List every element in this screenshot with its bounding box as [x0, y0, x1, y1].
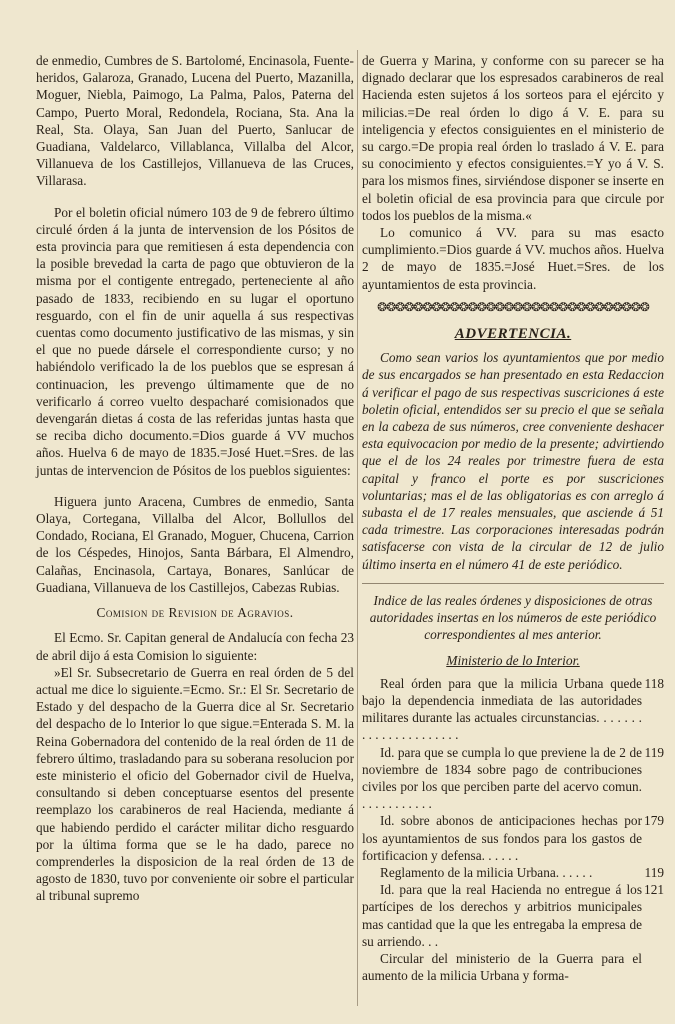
- advertencia-text: Como sean varios los ayuntamientos que por medio de sus encargados se han presentado en esta Redaccion á verificar el pago de sus respectivas suscriciones á este boletin oficial, entendidos ser su precio el que se señala en la cabeza de sus números, cree conveniente deshacer esta equivocacion por medio de la presente; advirtiendo que el de los 24 reales por trimestre fuera de esta capital y franco el porte es por suscriciones voluntarias; mas el de las obligatorias es con arreglo á subasta el de 17 reales mensuales, que asciende á 51 cada trimestre. Las corporaciones interesadas podrán satisfacerse con vista de la circular de 12 de julio último inserta en el número 41 de este periódico.: [362, 350, 664, 572]
- royal-order-continued: de Guerra y Marina, y conforme con su parecer se ha dignado declarar que los espresados carabineros de real Hacienda esten sujetos á los sorteos para el ejército y milicias.=De real órden lo digo á V. E. para su inteligencia y efectos consiguientes en el ministerio de su cargo.=De propia real órden lo traslado á V. E. para su conocimiento y efectos consiguientes.=Y yo á V. S. para los mismos fines, sirviéndose disponer se inserte en el boletin oficial de esa provincia para que circule por todos los pueblos de la misma.«: [362, 53, 664, 223]
- ministry-heading: Ministerio de lo Interior.: [446, 652, 580, 668]
- index-entry-page: 121: [644, 882, 664, 898]
- advertencia-title: ADVERTENCIA.: [454, 326, 572, 343]
- captain-general-intro: El Ecmo. Sr. Capitan general de Andalucía con fecha 23 de abril dijo á esta Comision lo siguiente:: [36, 630, 354, 663]
- index-entry-text: Id. sobre abonos de anticipaciones hechas por los ayuntamientos de sus fondos para los gastos de fortificacion y defensa. . . . . .: [362, 813, 642, 863]
- index-entry-text: Circular del ministerio de la Guerra para el aumento de la milicia Urbana y forma-: [362, 950, 642, 984]
- index-entry-text: Real órden para que la milicia Urbana quede bajo la dependencia inmediata de las autoridades militares durante las actuales circunstancias. . . . . . . . . . . . . . . . . . . . . .: [362, 675, 642, 743]
- closing-note: Lo comunico á VV. para su mas esacto cumplimiento.=Dios guarde á VV. muchos años. Huelva 2 de mayo de 1835.=José Huet.=Sres. de los ayuntamientos de esta provincia.: [362, 225, 664, 292]
- index-title: Indice de las reales órdenes y disposiciones de otras autoridades insertas en los números de este periódico correspondientes al mes anterior.: [369, 592, 657, 643]
- positos-town-list: Higuera junto Aracena, Cumbres de enmedio, Santa Olaya, Cortegana, Villalba del Alcor, Bollullos del Condado, Rociana, El Granado, Moguer, Chucena, Carrion de los Céspedes, Hinojos, Santa Bárbara, El Almendro, Calañas, Encinasola, Cartaya, Bonares, Sanlúcar de Guadiana, Villanueva de los Castillejos, Cabezas Rubias.: [36, 493, 354, 595]
- index-entry-page: 119: [644, 744, 664, 760]
- index-entry: [362, 675, 664, 744]
- index-entry-text: Reglamento de la milicia Urbana. . . . . .: [380, 864, 593, 880]
- positos-circular: Por el boletin oficial número 103 de 9 de febrero último circulé órden á la junta de intervension de los Pósitos de esta provincia para que remitiesen á esta dependencia con la posible brevedad la carta de pago que obtuvieron de la misma por el contigente entregado, perteneciente al año pasado de 1833, recibiendo en su lugar el oportuno resguardo, con el fin de unir aquella á sus respectivas cuentas como documento justificativo de las mismas, y sin el que no puede dársele el correspondiente curso; y no habiéndolo verificado la de los pueblos que se espresan á continuacion, les prevengo últimamente que de no verificarlo á correo vuelto despacharé comisionados que devengarán dietas á costa de las referidas juntas hasta que se reciba dicho documento.=Dios guarde á VV muchos años. Huelva 6 de mayo de 1835.=José Huet.=Sres. de las juntas de intervencion de Pósitos de los pueblos siguientes:: [36, 204, 354, 478]
- left-column: [36, 52, 354, 905]
- section-rule: [362, 583, 664, 584]
- town-list-continued: de enmedio, Cumbres de S. Bartolomé, Encinasola, Fuente-heridos, Galaroza, Granado, Lucena del Puerto, Mazanilla, Moguer, Niebla, Paimogo, La Palma, Palos, Paterna del Campo, Puerto Moral, Redondela, Rociana, Sta. Ana la Real, Sta. Olaya, San Juan del Puerto, Sanlucar de Guadiana, Valdelarco, Villablanca, Villalba del Alcor, Villanueva de los Castillejos, Villanueva de las Cruces, Villarasa.: [36, 53, 354, 189]
- index-entry-text: Id. para que la real Hacienda no entregue á los partícipes de los derechos y arbitrios municipales mas cantidad que la que les entregaba la empresa de su arriendo. . .: [362, 882, 642, 949]
- section-heading-agravios: Comision de Revision de Agravios.: [96, 605, 294, 621]
- index-entry-text: Id. para que se cumpla lo que previene la de 2 de noviembre de 1834 sobre pago de contribuciones civiles por los que perciben parte del acervo comun. . . . . . . . . . . .: [362, 744, 642, 812]
- index-entry: [362, 812, 664, 864]
- index-entry: [362, 950, 664, 984]
- index-entry-page: 118: [644, 675, 664, 691]
- index-entry: [362, 744, 664, 813]
- ornament-divider: ❂❂❂❂❂❂❂❂❂❂❂❂❂❂❂❂❂❂❂❂❂❂❂❂❂❂❂❂❂❂: [377, 299, 649, 314]
- column-divider: [357, 50, 358, 1006]
- royal-order-text: »El Sr. Subsecretario de Guerra en real órden de 5 del actual me dice lo siguiente.=Ecmo. Sr.: El Sr. Secretario de Estado y del despacho de la Guerra dice al Sr. Secretario del despacho de lo Interior lo que sigue.=Enterada S. M. la Reina Gobernadora del contenido de la real órden de 11 de febrero último, trasladando para su soberana resolucion por este ministerio el oficio del Gobernador civil de Huelva, consultando si deben conceptuarse esentos del presente reemplazo los carabineros de real Hacienda, mediante á que habiendo perdido el carácter militar dicho resguardo por la última forma que se le ha dado, parece no comprenderles la disposicion de la real órden de 13 de agosto de 1830, tuvo por conveniente oir sobre el particular al tribunal supremo: [36, 664, 354, 904]
- index-entry-page: 119: [644, 864, 664, 880]
- index-entry: [362, 864, 664, 881]
- right-column: [362, 52, 664, 984]
- index-entry: [362, 881, 664, 950]
- index-entry-page: 179: [644, 813, 664, 829]
